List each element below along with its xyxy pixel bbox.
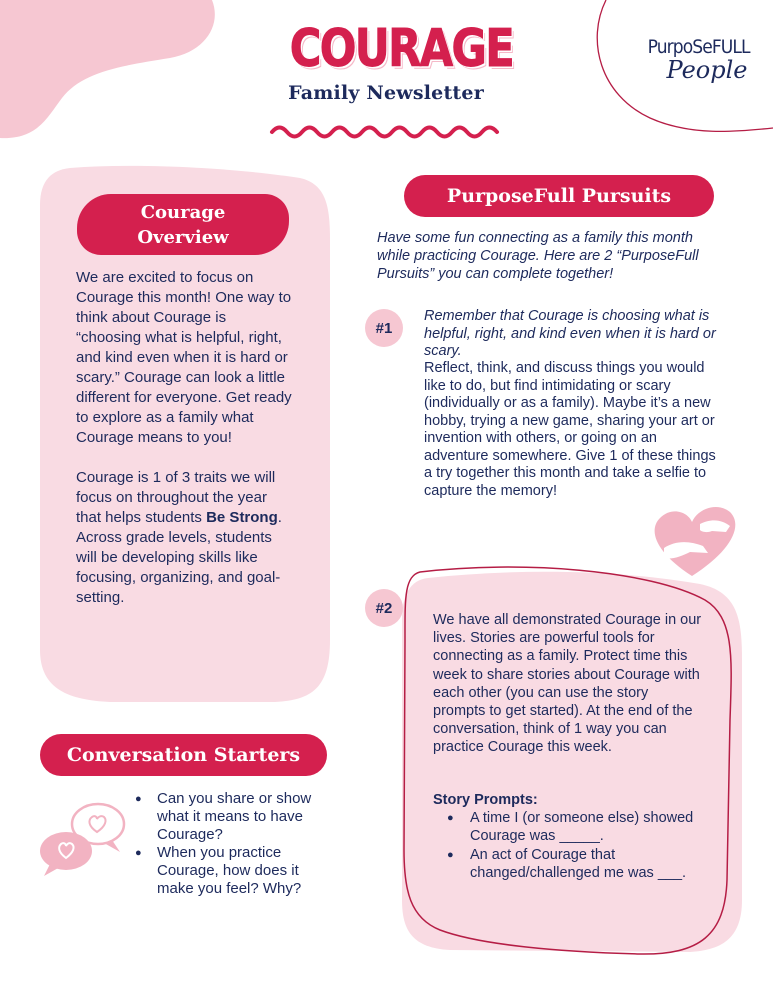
- logo-bottom-row: [660, 56, 754, 84]
- speech-bubbles-heart-icon: [40, 804, 124, 876]
- wavy-line-decoration: [272, 128, 497, 137]
- list-item: ● A time I (or someone else) showed Courage was _____.: [433, 809, 713, 845]
- list-item: ● Can you share or show what it means to have Courage?: [135, 790, 325, 844]
- newsletter-header: [270, 18, 514, 104]
- heart-hands-icon: [655, 507, 736, 576]
- list-item: ● When you practice Courage, how does it make you feel? Why?: [135, 844, 325, 898]
- overview-heading-line2: Overview: [137, 226, 229, 248]
- logo-bottom-text: People: [666, 56, 748, 84]
- overview-heading-line1: Courage: [140, 201, 226, 223]
- be-strong-text: Be Strong: [206, 509, 278, 526]
- purposefull-pursuits-heading: PurposeFull Pursuits: [404, 175, 714, 217]
- pursuit-2-body: We have all demonstrated Courage in our lives. Stories are powerful tools for connecting as a family. Protect time this week to share stories about Courage with each other (you can use the story prompts to get started). At the end of the conversation, think of 1 way you can practice Courage this week.: [433, 612, 702, 756]
- overview-p2-start: Courage is 1 of 3 traits we will focus on throughout the year that helps students: [76, 469, 276, 526]
- pursuit-1-definition: Remember that Courage is choosing what is helpful, right, and kind even when it is hard or scary.: [424, 308, 716, 359]
- pursuit-2-badge: #2: [365, 589, 403, 627]
- pursuits-intro: Have some fun connecting as a family this month while practicing Courage. Here are 2 “PurposeFull Pursuits” you can complete together!: [377, 230, 699, 282]
- story-prompts: [433, 791, 713, 882]
- logo-top-text: PurpoSeFULL: [647, 36, 750, 58]
- overview-p2-end: . Across grade levels, students will be developing skills like focusing, organizing, and goal-setting.: [76, 509, 282, 606]
- page-subtitle: Family Newsletter: [288, 82, 484, 104]
- purposefull-people-logo: [642, 36, 754, 84]
- pursuit-1-body: Reflect, think, and discuss things you would like to do, but find intimidating or scary (individually or as a family). Maybe it’s a new hobby, trying a new game, sharing your art or invention with others, or going on an adventure somewhere. Give 1 of these things a try together this month and take a selfie to capture the memory!: [424, 360, 716, 499]
- pursuit-1-badge: #1: [365, 309, 403, 347]
- top-left-blob: [0, 0, 215, 138]
- overview-paragraph-2: [76, 468, 294, 608]
- story-prompts-list: [433, 809, 713, 882]
- story-prompts-title: Story Prompts:: [433, 792, 538, 808]
- conversation-starters-heading: Conversation Starters: [40, 734, 327, 776]
- conversation-starters-list: [135, 790, 325, 898]
- courage-overview-heading: [77, 194, 289, 255]
- list-item: ● An act of Courage that changed/challenged me was ___.: [433, 846, 713, 882]
- page-title: COURAGE: [289, 19, 514, 79]
- overview-paragraph-1: We are excited to focus on Courage this month! One way to think about Courage is “choosing what is helpful, right, and kind even when it is hard or scary.” Courage can look a little different for everyone. Get ready to explore as a family what Courage means to you!: [76, 269, 292, 446]
